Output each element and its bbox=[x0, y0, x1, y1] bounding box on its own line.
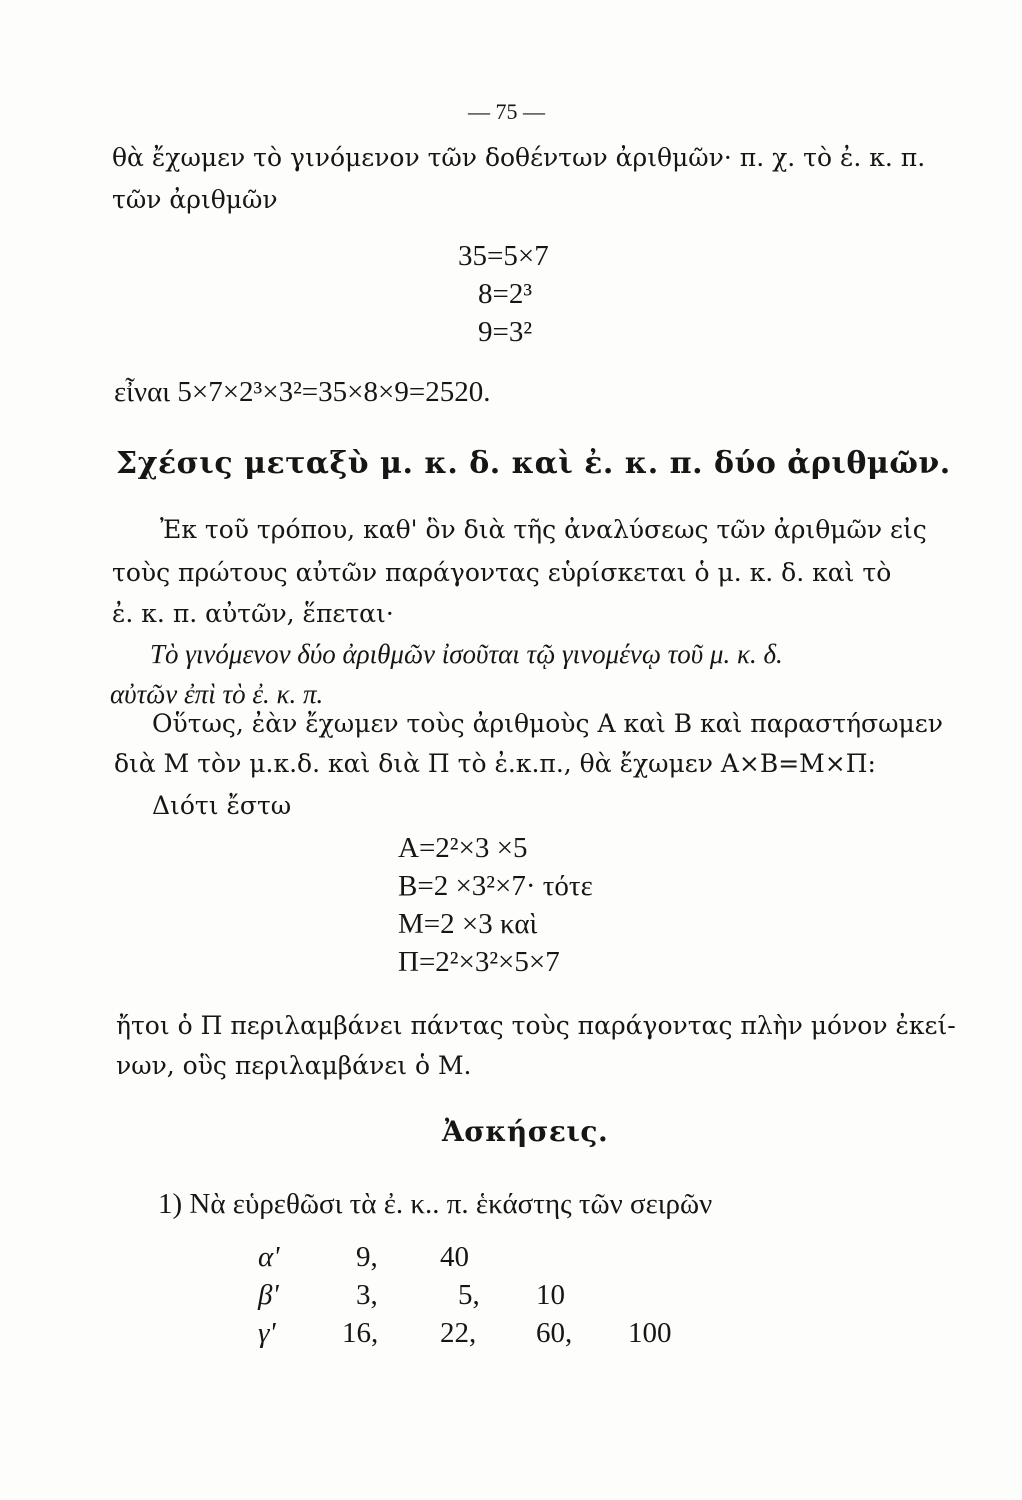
section-heading: Σχέσις μεταξὺ μ. κ. δ. καὶ ἐ. κ. π. δύο ἀριθμῶν. bbox=[116, 446, 951, 481]
factorization-3: 9=3² bbox=[478, 316, 533, 348]
definition-p: Π=2²×3²×5×7 bbox=[398, 946, 560, 978]
series-label-a: α' bbox=[258, 1241, 280, 1273]
exercise-1: 1) Νὰ εὑρεθῶσι τὰ ἐ. κ.. π. ἑκάστης τῶν σειρῶν bbox=[158, 1188, 713, 1220]
series-b-value-2: 5, bbox=[458, 1279, 480, 1311]
result-line: εἶναι 5×7×2³×3²=35×8×9=2520. bbox=[114, 376, 491, 408]
page-number: — 75 — bbox=[468, 99, 545, 124]
example-line-1: Οὕτως, ἐὰν ἔχωμεν τοὺς ἀριθμοὺς Α καὶ Β καὶ παραστήσωμεν bbox=[152, 709, 943, 738]
theorem-line-2: αὐτῶν ἐπὶ τὸ ἐ. κ. π. bbox=[110, 679, 324, 709]
series-label-b: β' bbox=[258, 1279, 279, 1311]
exercises-heading: Ἀσκήσεις. bbox=[442, 1115, 609, 1148]
example-line-3: Διότι ἔστω bbox=[152, 791, 292, 820]
paragraph-line-2: τοὺς πρώτους αὐτῶν παράγοντας εὑρίσκεται ὁ μ. κ. δ. καὶ τὸ bbox=[112, 558, 892, 587]
paragraph-line-1: Ἐκ τοῦ τρόπου, καθ' ὃν διὰ τῆς ἀναλύσεως τῶν ἀριθμῶν εἰς bbox=[160, 515, 927, 544]
theorem-line-1: Τὸ γινόμενον δύο ἀριθμῶν ἰσοῦται τῷ γινομένῳ τοῦ μ. κ. δ. bbox=[150, 639, 783, 669]
intro-line-1: θὰ ἔχωμεν τὸ γινόμενον τῶν δοθέντων ἀριθμῶν· π. χ. τὸ ἐ. κ. π. bbox=[112, 143, 926, 172]
definition-a: Α=2²×3 ×5 bbox=[398, 832, 528, 864]
example-line-2: διὰ Μ τὸν μ.κ.δ. καὶ διὰ Π τὸ ἐ.κ.π., θὰ ἔχωμεν Α×Β=Μ×Π: bbox=[114, 749, 876, 778]
definition-b: Β=2 ×3²×7· τότε bbox=[398, 870, 593, 902]
factorization-2: 8=2³ bbox=[478, 278, 533, 310]
intro-line-2: τῶν ἀριθμῶν bbox=[112, 185, 278, 214]
series-b-value-1: 3, bbox=[356, 1279, 378, 1311]
series-a-value-2: 40 bbox=[440, 1241, 469, 1273]
series-c-value-3: 60, bbox=[536, 1317, 573, 1349]
factorization-1: 35=5×7 bbox=[458, 240, 549, 272]
series-a-value-1: 9, bbox=[356, 1241, 378, 1273]
series-c-value-4: 100 bbox=[628, 1317, 672, 1349]
series-c-value-1: 16, bbox=[342, 1317, 379, 1349]
series-c-value-2: 22, bbox=[440, 1317, 477, 1349]
conclusion-line-2: νων, οὓς περιλαμβάνει ὁ Μ. bbox=[116, 1051, 472, 1080]
conclusion-line-1: ἤτοι ὁ Π περιλαμβάνει πάντας τοὺς παράγοντας πλὴν μόνον ἐκεί- bbox=[116, 1011, 956, 1040]
paragraph-line-3: ἐ. κ. π. αὐτῶν, ἕπεται· bbox=[112, 599, 394, 628]
definition-m: Μ=2 ×3 καὶ bbox=[398, 908, 538, 940]
series-label-c: γ' bbox=[258, 1317, 276, 1349]
series-b-value-3: 10 bbox=[536, 1279, 565, 1311]
